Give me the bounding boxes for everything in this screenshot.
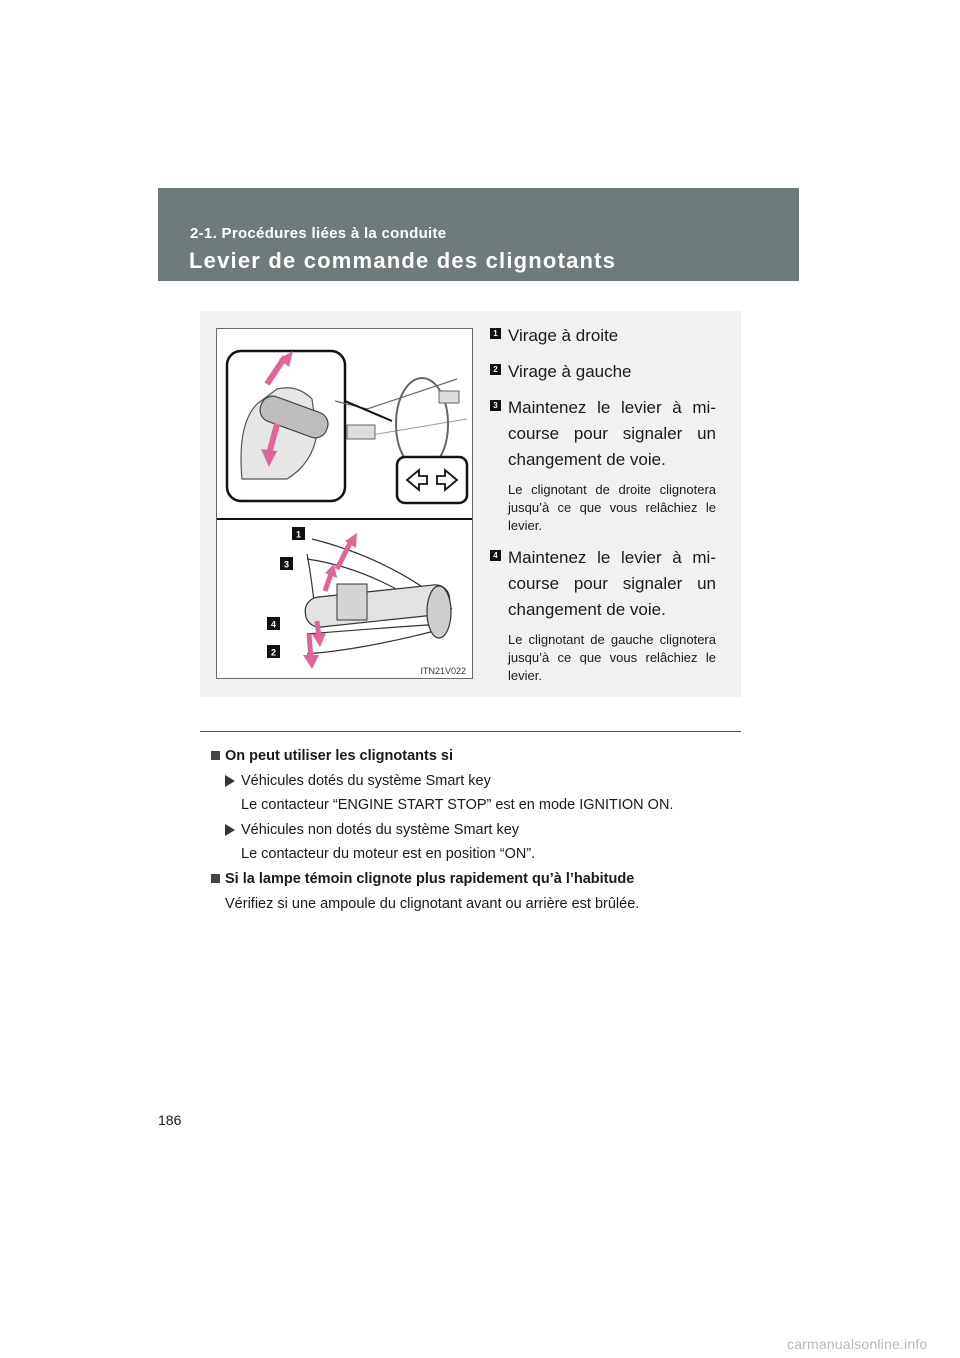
fast-blink-text: Vérifiez si une ampoule du clignotant avant ou arrière est brûlée.: [225, 896, 640, 912]
figure-code: ITN21V022: [420, 666, 466, 676]
legend-title: Maintenez le levier à mi-course pour signaler un changement de voie.: [508, 398, 716, 469]
watermark: carmanualsonline.info: [787, 1336, 928, 1352]
triangle-bullet-icon: [225, 775, 235, 787]
page-number: 186: [158, 1112, 182, 1128]
no-smart-key-text: Le contacteur du moteur est en position “ON”.: [241, 846, 536, 862]
illustration-panel: [200, 311, 741, 697]
legend-title: Maintenez le levier à mi-course pour signaler un changement de voie.: [508, 548, 716, 619]
svg-text:3: 3: [283, 559, 290, 570]
notes-section: [211, 748, 751, 912]
callout-3: [280, 557, 293, 570]
legend-note: Le clignotant de droite clignotera jusqu’à ce que vous relâchiez le levier.: [508, 482, 716, 533]
legend-number: 4: [490, 550, 501, 561]
legend-item-1: [490, 323, 716, 349]
legend-item-2: [490, 359, 716, 385]
callout-1: [292, 527, 305, 540]
lever-diagram: [217, 329, 472, 678]
lever-illustration: [216, 328, 473, 679]
chapter-header: [158, 188, 799, 281]
svg-text:2: 2: [270, 647, 277, 658]
callout-2: [267, 645, 280, 658]
svg-text:4: 4: [270, 619, 277, 630]
legend-item-4: [490, 545, 716, 685]
legend-title: Virage à gauche: [508, 362, 632, 381]
page-title: Levier de commande des clignotants: [189, 248, 617, 273]
legend-note: Le clignotant de gauche clignotera jusqu’à ce que vous relâchiez le levier.: [508, 632, 716, 683]
sub-bullet-smart-key: Véhicules dotés du système Smart key: [211, 773, 751, 789]
sub-bullet-no-smart-key: Véhicules non dotés du système Smart key: [211, 822, 751, 838]
legend-item-3: [490, 395, 716, 535]
legend: [490, 323, 716, 695]
section-label: 2-1. Procédures liées à la conduite: [190, 225, 447, 242]
svg-text:1: 1: [295, 529, 302, 540]
section-divider: [200, 731, 741, 732]
legend-number: 1: [490, 328, 501, 339]
legend-number: 2: [490, 364, 501, 375]
callout-4: [267, 617, 280, 630]
smart-key-text: Le contacteur “ENGINE START STOP” est en mode IGNITION ON.: [241, 797, 674, 813]
legend-number: 3: [490, 400, 501, 411]
legend-title: Virage à droite: [508, 326, 619, 345]
square-bullet-icon: [211, 874, 220, 883]
note-heading-usage: On peut utiliser les clignotants si: [211, 748, 751, 764]
note-heading-fast-blink: Si la lampe témoin clignote plus rapidement qu’à l’habitude: [211, 871, 751, 887]
triangle-bullet-icon: [225, 824, 235, 836]
square-bullet-icon: [211, 751, 220, 760]
